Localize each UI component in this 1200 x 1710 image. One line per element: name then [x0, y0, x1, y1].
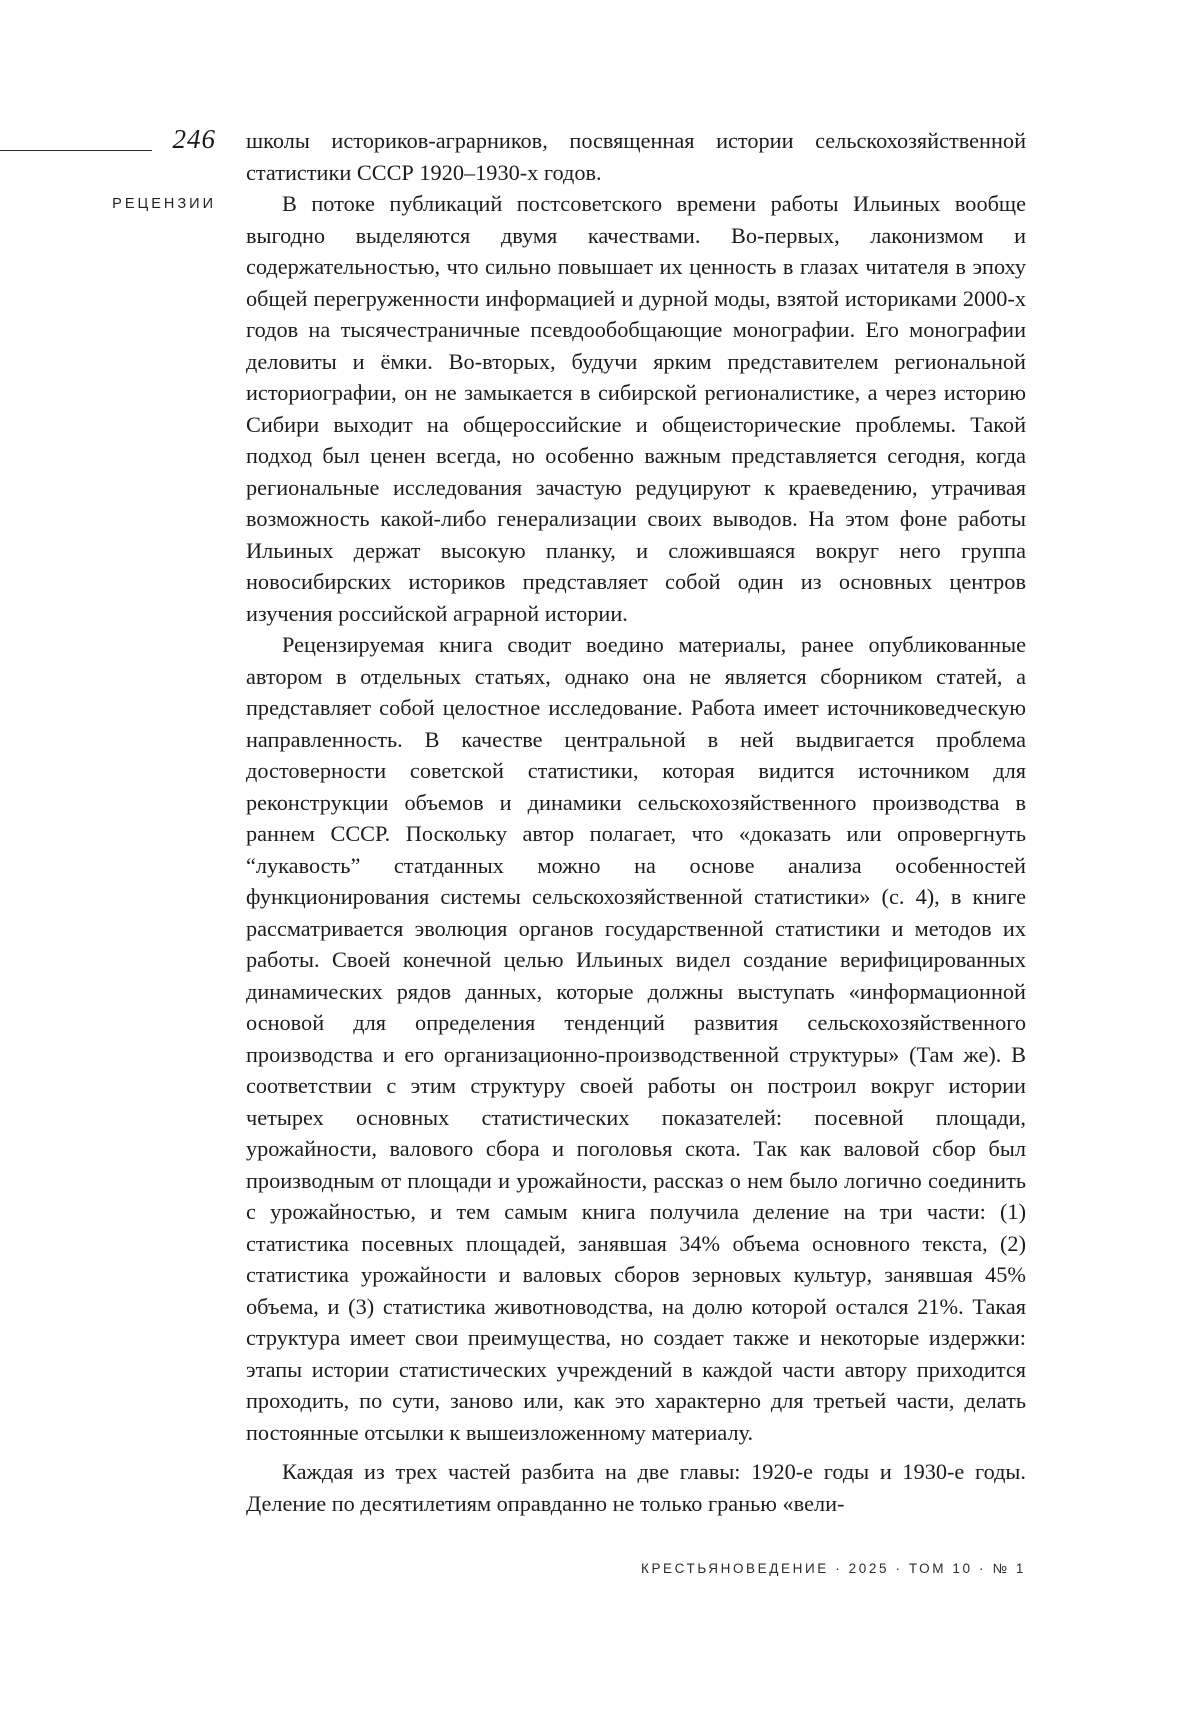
- paragraph: Рецензируемая книга сводит воедино материалы, ранее опубликованные автором в отдельных статьях, однако она не является сборником статей, а представляет собой целостное исследование. Работа имеет источниковедческую направленность. В качестве центральной в ней выдвигается проблема достоверности советской статистики, которая видится источником для реконструкции объемов и динамики сельскохозяйственного производства в раннем СССР. Поскольку автор полагает, что «доказать или опровергнуть “лукавость” статданных можно на основе анализа особенностей функционирования системы сельскохозяйственной статистики» (с. 4), в книге рассматривается эволюция органов государственной статистики и методов их работы. Своей конечной целью Ильиных видел создание верифицированных динамических рядов данных, которые должны выступать «информационной основой для определения тенденций развития сельскохозяйственного производства и его организационно-производственной структуры» (Там же). В соответствии с этим структуру своей работы он построил вокруг истории четырех основных статистических показателей: посевной площади, урожайности, валового сбора и поголовья скота. Так как валовой сбор был производным от площади и урожайности, рассказ о нем было логично соединить с урожайностью, и тем самым книга получила деление на три части: (1) статистика посевных площадей, занявшая 34% объема основного текста, (2) статистика урожайности и валовых сборов зерновых культур, занявшая 45% объема, и (3) статистика животноводства, на долю которой остался 21%. Такая структура имеет свои преимущества, но создает также и некоторые издержки: этапы истории статистических учреждений в каждой части автору приходится проходить, по сути, заново или, как это характерно для третьей части, делать постоянные отсылки к вышеизложенному материалу.: [246, 629, 1026, 1448]
- page-number: 246: [160, 124, 216, 154]
- running-footer: КРЕСТЬЯНОВЕДЕНИЕ · 2025 · ТОМ 10 · № 1: [560, 1560, 1026, 1578]
- section-label: РЕЦЕНЗИИ: [106, 195, 216, 213]
- paragraph: В потоке публикаций постсоветского времени работы Ильиных вообще выгодно выделяются двумя качествами. Во-первых, лаконизмом и содержательностью, что сильно повышает их ценность в глазах читателя в эпоху общей перегруженности информацией и дурной моды, взятой историками 2000-х годов на тысячестраничные псевдообобщающие монографии. Его монографии деловиты и ёмки. Во-вторых, будучи ярким представителем региональной историографии, он не замыкается в сибирской регионалистике, а через историю Сибири выходит на общероссийские и общеисторические проблемы. Такой подход был ценен всегда, но особенно важным представляется сегодня, когда региональные исследования зачастую редуцируют к краеведению, утрачивая возможность какой-либо генерализации своих выводов. На этом фоне работы Ильиных держат высокую планку, и сложившаяся вокруг него группа новосибирских историков представляет собой один из основных центров изучения российской аграрной истории.: [246, 188, 1026, 629]
- article-body: [246, 125, 1026, 1519]
- header-rule: [0, 150, 152, 151]
- paragraph-continuation: школы историков-аграрников, посвященная истории сельскохозяйственной статистики СССР 1920–1930-х годов.: [246, 125, 1026, 188]
- paragraph: Каждая из трех частей разбита на две главы: 1920-е годы и 1930-е годы. Деление по десятилетиям оправданно не только гранью «вели-: [246, 1456, 1026, 1519]
